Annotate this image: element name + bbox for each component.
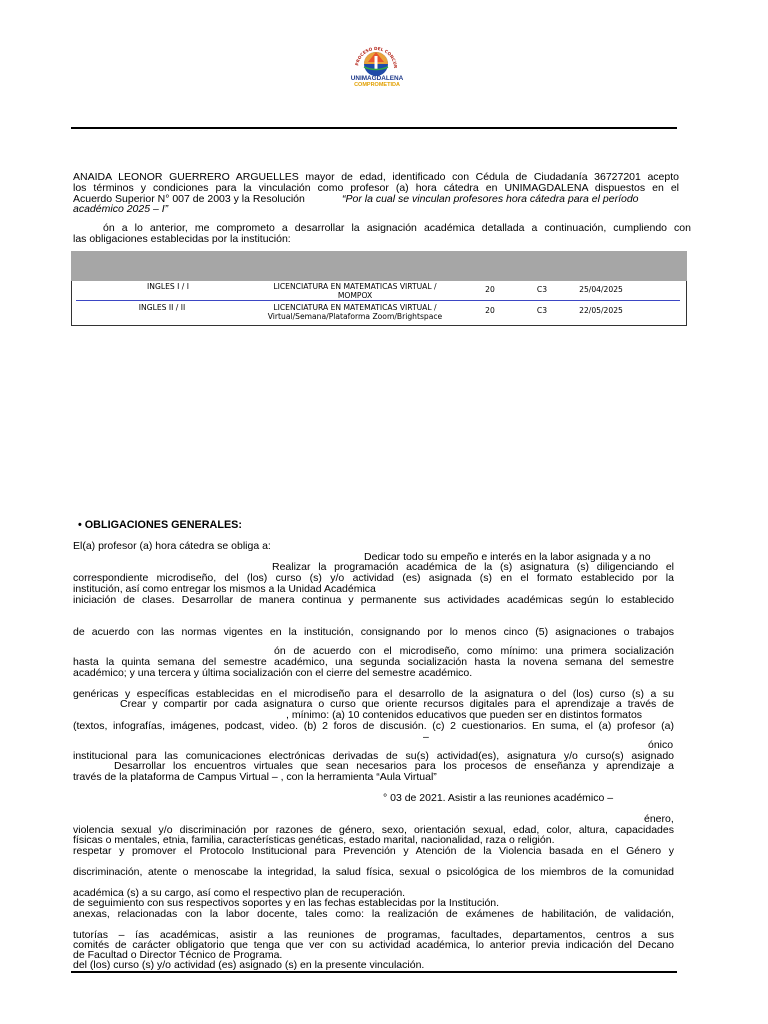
obligations-heading: • OBLIGACIONES GENERALES: bbox=[78, 519, 242, 531]
obligations-line: de acuerdo con las normas vigentes en la institución, consignando por lo menos cinco (5) asignaciones o trabajos bbox=[73, 626, 674, 638]
obligations-line: académico; y una tercera y última socialización con el cierre del semestre académico. bbox=[73, 667, 473, 679]
obligations-line: comités de carácter obligatorio que tenga que ver con su actividad académica, lo anterior previa indicación del Decano bbox=[73, 939, 674, 951]
logo-tagline: COMPROMETIDA bbox=[354, 82, 400, 88]
svg-text:PROCESO DEL CONCURSO: PROCESO DEL CONCUR bbox=[354, 45, 399, 69]
obligations-line: de seguimiento con sus respectivos soportes y en las fechas establecidas por la Institución. bbox=[73, 897, 500, 909]
obligations-line: respetar y promover el Protocolo Institucional para Prevención y Atención de la Violencia basada en el Género y bbox=[73, 845, 674, 857]
obligations-line: través de la plataforma de Campus Virtual – , con la herramienta “Aula Virtual” bbox=[73, 771, 437, 783]
table-cell-program-location: MOMPOX bbox=[337, 291, 373, 300]
obligations-line: tutorías – ías académicas, asistir a las reuniones de programas, facultades, departamentos, centros a sus bbox=[73, 929, 674, 941]
table-cell-code: C3 bbox=[536, 285, 548, 294]
obligations-line: físicas o mentales, etnia, familia, características genéticas, estado marital, nacionalidad, raza o religión. bbox=[73, 834, 555, 846]
obligations-line: iniciación de clases. Desarrollar de manera continua y permanente sus actividades académicas según lo establecido bbox=[73, 594, 674, 606]
table-cell-program: LICENCIATURA EN MATEMATICAS VIRTUAL / bbox=[273, 303, 437, 312]
obligations-line: discriminación, atente o menoscabe la integridad, la salud física, sexual o psicológica de los miembros de la comunidad bbox=[73, 866, 674, 878]
intro-line-3b: “Por la cual se vinculan profesores hora cátedra para el período bbox=[342, 193, 639, 205]
commit-line-1: ón a lo anterior, me comprometo a desarrollar la asignación académica detallada a continuación, cumpliendo con bbox=[103, 222, 691, 234]
obligations-line: ón de acuerdo con el microdiseño, como mínimo: una primera socialización bbox=[274, 645, 674, 657]
obligations-line: institución, así como entregar los mismos a la Unidad Académica bbox=[73, 583, 376, 595]
obligations-line: , mínimo: (a) 10 contenidos educativos que pueden ser en distintos formatos bbox=[286, 709, 643, 721]
intro-line-3a: Acuerdo Superior N° 007 de 2003 y la Resolución bbox=[73, 193, 305, 205]
table-cell-code: C3 bbox=[536, 306, 548, 315]
obligations-line: Realizar la programación académica de la (s) asignatura (s) diligenciando el bbox=[272, 561, 674, 573]
obligations-line: El(a) profesor (a) hora cátedra se obliga a: bbox=[73, 540, 271, 552]
obligations-line: – bbox=[423, 731, 429, 743]
table-row-divider bbox=[76, 300, 680, 301]
table-cell-date: 25/04/2025 bbox=[579, 285, 623, 294]
assignment-table-header bbox=[71, 251, 687, 281]
obligations-line: de Facultad o Director Técnico de Programa. bbox=[73, 949, 283, 961]
obligations-line: del (los) curso (s) y/o actividad (es) asignado (s) en la presente vinculación. bbox=[73, 959, 425, 971]
table-cell-date: 22/05/2025 bbox=[579, 306, 623, 315]
table-cell-hours: 20 bbox=[485, 306, 495, 315]
intro-line-2: los términos y condiciones para la vinculación como profesor (a) hora cátedra en UNIMAGDALENA dispuestos en el bbox=[73, 182, 679, 194]
footer-divider bbox=[71, 971, 677, 973]
obligations-line: ónico bbox=[648, 739, 674, 751]
commit-line-2: las obligaciones establecidas por la institución: bbox=[73, 233, 291, 245]
obligations-line: Crear y compartir por cada asignatura o curso que oriente recursos digitales para el aprendizaje a través de bbox=[120, 698, 674, 710]
obligations-line: ° 03 de 2021. Asistir a las reuniones académico – bbox=[383, 792, 614, 804]
table-cell-hours: 20 bbox=[485, 285, 495, 294]
obligations-line: (textos, infografías, imágenes, podcast, video. (b) 2 foros de discusión. (c) 2 cuestionarios. En suma, el (a) profesor (a) bbox=[73, 720, 674, 732]
obligations-line: Dedicar todo su empeño e interés en la labor asignada y a no bbox=[364, 551, 651, 563]
obligations-line: violencia sexual y/o discriminación por razones de género, sexo, orientación sexual, edad, color, altura, capacidades bbox=[73, 824, 674, 836]
table-cell-subject: INGLES II / II bbox=[138, 303, 186, 312]
table-cell-subject: INGLES I / I bbox=[147, 282, 189, 291]
obligations-line: correspondiente microdiseño, del (los) curso (s) y/o actividad (es) asignada (s) en el formato establecido por la bbox=[73, 572, 674, 584]
obligations-line: Desarrollar los encuentros virtuales que sean necesarios para los procesos de enseñanza y aprendizaje a bbox=[114, 760, 674, 772]
header-divider bbox=[71, 127, 677, 129]
obligations-line: genéricas y específicas establecidas en el microdiseño para el desarrollo de la asignatura o del (los) curso (s) a su bbox=[73, 688, 674, 700]
obligations-line: institucional para las comunicaciones electrónicas derivadas de su(s) actividad(es), asignatura y/o curso(s) asignado bbox=[73, 750, 674, 762]
table-cell-program: LICENCIATURA EN MATEMATICAS VIRTUAL / bbox=[273, 282, 437, 291]
intro-line-1: ANAIDA LEONOR GUERRERO ARGUELLES mayor de edad, identificado con Cédula de Ciudadanía 36727201 acepto bbox=[73, 171, 679, 183]
obligations-line: hasta la quinta semana del semestre académico, una segunda socialización hasta la novena semana del semestre bbox=[73, 656, 674, 668]
obligations-line: académica (s) a su cargo, así como el respectivo plan de recuperación. bbox=[73, 887, 406, 899]
logo-name: UNIMAGDALENA bbox=[350, 75, 404, 82]
obligations-line: énero, bbox=[644, 813, 674, 825]
obligations-line: anexas, relacionadas con la labor docente, tales como: la realización de exámenes de habilitación, de validación, bbox=[73, 908, 674, 920]
table-cell-program-location: Virtual/Semana/Plataforma Zoom/Brightspace bbox=[267, 312, 443, 321]
intro-line-4: académico 2025 – I” bbox=[73, 203, 169, 215]
